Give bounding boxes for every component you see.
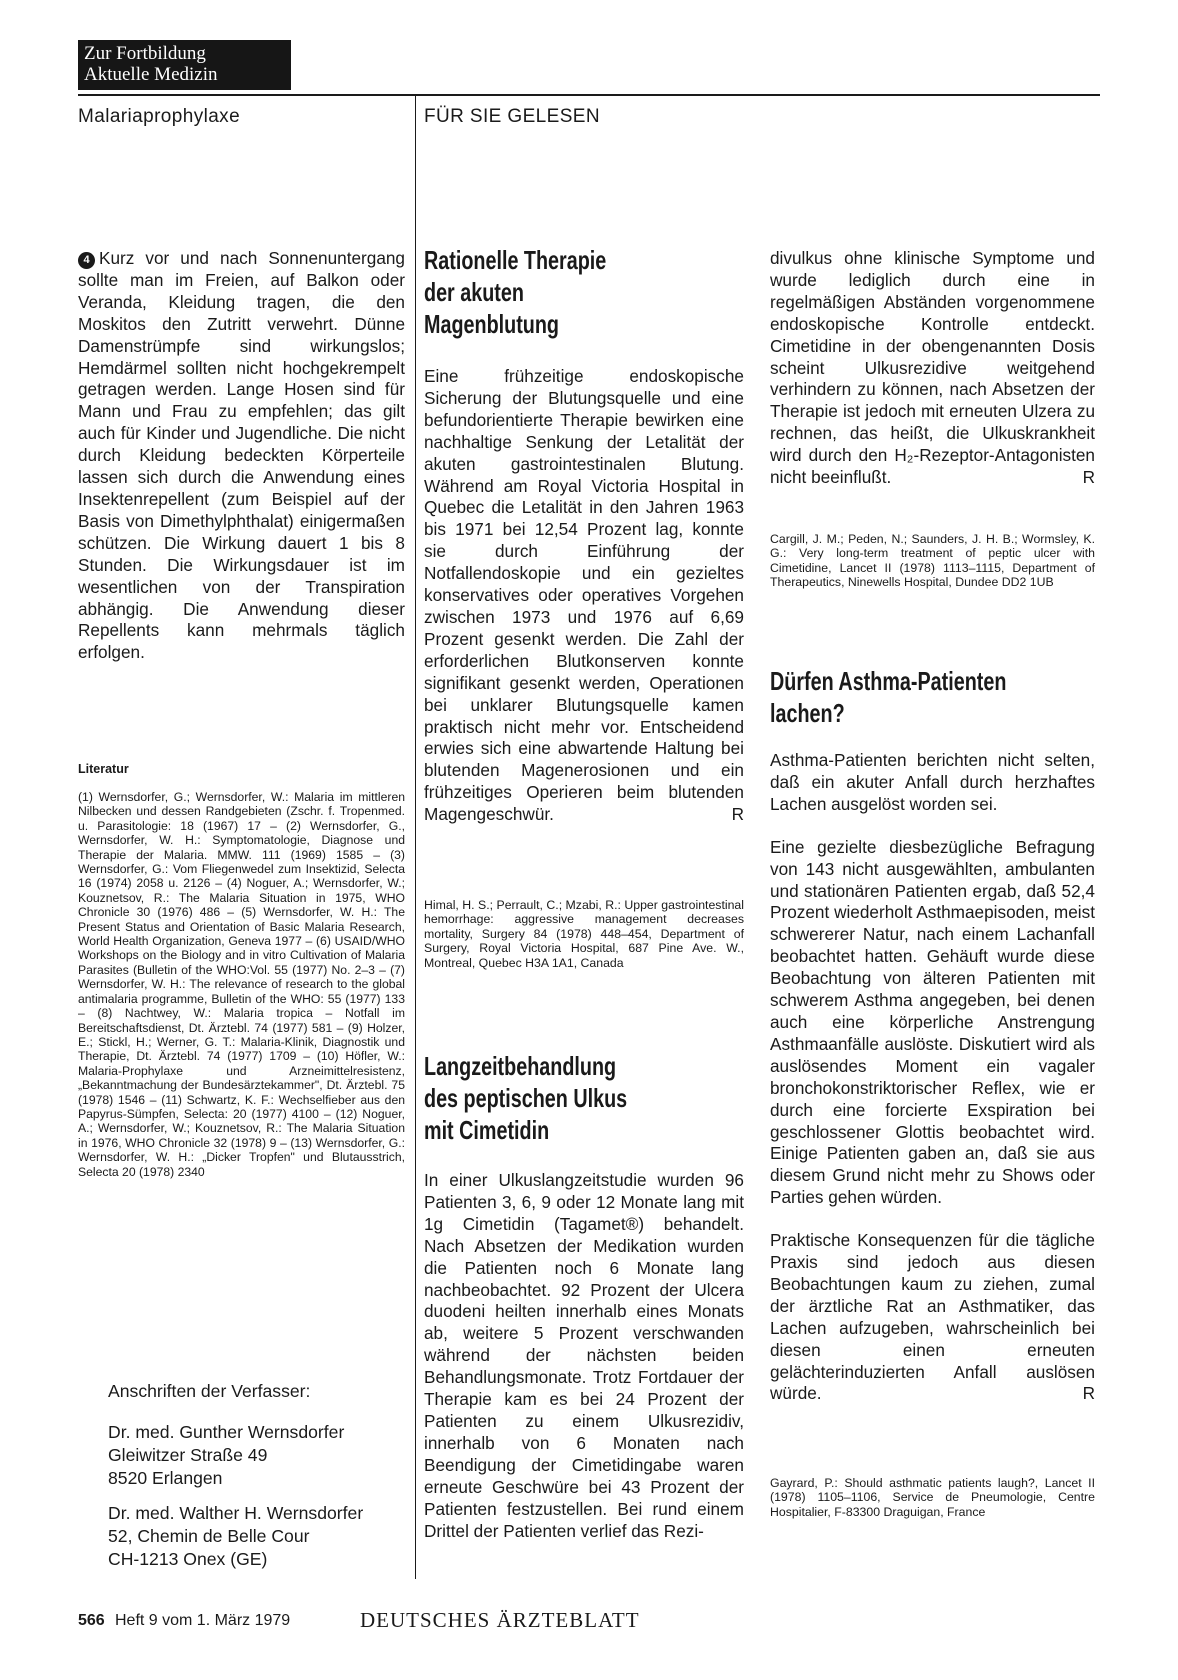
address2-name: Dr. med. Walther H. Wernsdorfer xyxy=(108,1503,364,1523)
article1-signature: R xyxy=(731,804,744,825)
article3-paragraph3-text: Praktische Konsequenzen für die tägliche Praxis sind jedoch aus diesen Beobachtungen kaum zu ziehen, zumal der ärztliche Rat an Asthmatiker, das Lachen aufzugeben, wahrscheinlich bei diesen einen erneuten gelächterinduzierten Anfall auslösen würde. xyxy=(770,1230,1095,1404)
page-number: 566 xyxy=(78,1612,105,1629)
bullet-number-4: 4 xyxy=(78,252,95,269)
article2-title xyxy=(424,1050,627,1146)
article2-body-part2 xyxy=(770,248,1095,489)
article1-reference: Himal, H. S.; Perrault, C.; Mzabi, R.: Upper gastrointestinal hemorrhage: aggressive management decreases mortality, Surgery 84 (1978) 448–454, Department of Surgery, Royal Victoria Hospital, 687 Pine Ave. W., Montreal, Quebec H3A 1A1, Canada xyxy=(424,898,744,970)
address2-street: 52, Chemin de Belle Cour xyxy=(108,1526,310,1546)
article1-body xyxy=(424,366,744,826)
badge-line-2: Aktuelle Medizin xyxy=(84,64,218,85)
column-divider xyxy=(415,94,416,1579)
malaria-text: Kurz vor und nach Sonnenuntergang sollte man im Freien, auf Balkon oder Veranda, Kleidung tragen, die den Moskitos den Zutritt verwehrt. Dünne Damenstrümpfe sind wirkungslos; Hemdärmel sollten nicht hochgekrempelt getragen werden. Lange Hosen sind für Mann und Frau zu empfehlen; das gilt auch für Kinder und Jugendliche. Die nicht durch Kleidung bedeckten Körperteile lassen sich durch die Anwendung eines Insektenrepellent (zum Beispiel auf der Basis von Dimethylphthalat) einigermaßen schützen. Die Wirkung dauert 1 bis 8 Stunden. Die Wirkungsdauer ist im wesentlichen von der Transpiration abhängig. Die Anwendung dieser Repellents kann mehrmals täglich erfolgen. xyxy=(78,248,405,663)
article3-paragraph1: Asthma-Patienten berichten nicht selten, daß ein akuter Anfall durch herzhaftes Lachen ausgelöst worden sei. xyxy=(770,750,1095,814)
article2-reference: Cargill, J. M.; Peden, N.; Saunders, J. H. B.; Wormsley, K. G.: Very long-term treatment of peptic ulcer with Cimetidine, Lancet II (1978) 1113–1115, Department of Therapeutics, Ninewells Hospital, Dundee DD2 1UB xyxy=(770,532,1095,590)
article3-body xyxy=(770,750,1095,1405)
issue-info: Heft 9 vom 1. März 1979 xyxy=(115,1612,291,1629)
header-rule xyxy=(78,94,1100,96)
address1-name: Dr. med. Gunther Wernsdorfer xyxy=(108,1422,345,1442)
address1-street: Gleiwitzer Straße 49 xyxy=(108,1445,268,1465)
right-section-label: FÜR SIE GELESEN xyxy=(424,106,600,127)
article2-body-part1: In einer Ulkuslangzeitstudie wurden 96 Patienten 3, 6, 9 oder 12 Monate lang mit 1g Cimetidin (Tagamet®) behandelt. Nach Absetzen der Medikation wurden die Patienten noch 6 Monate lang nachbeobachtet. 92 Prozent der Ulcera duodeni heilten innerhalb eines Monats ab, weitere 5 Prozent verschwanden während der nächsten beiden Behandlungsmonate. Trotz Fortdauer der Therapie kam es bei 24 Prozent der Patienten zu einem Ulkusrezidiv, innerhalb von 6 Monaten nach Beendigung der Cimetidingabe waren erneute Geschwüre bei 43 Prozent der Patienten festzustellen. Bei rund einem Drittel der Patienten verlief das Rezi- xyxy=(424,1170,744,1541)
section-badge xyxy=(78,40,291,90)
address-heading: Anschriften der Verfasser: xyxy=(108,1381,311,1401)
left-section-label: Malariaprophylaxe xyxy=(78,106,241,127)
article3-title-line1: Dürfen Asthma-Patienten xyxy=(770,666,1007,696)
article3-signature: R xyxy=(1082,1383,1095,1404)
article3-reference: Gayrard, P.: Should asthmatic patients laugh?, Lancet II (1978) 1105–1106, Service de Pneumologie, Centre Hospitalier, F-83300 Draguigan, France xyxy=(770,1476,1095,1519)
literature-title: Literatur xyxy=(78,762,129,776)
malaria-paragraph xyxy=(78,248,405,664)
badge-line-1: Zur Fortbildung xyxy=(84,43,206,64)
article3-title-line2: lachen? xyxy=(770,698,845,728)
literature-list: (1) Wernsdorfer, G.; Wernsdorfer, W.: Malaria im mittleren Nilbecken und dessen Randgebieten (Zschr. f. Tropenmed. u. Parasitologie: 18 (1967) 17 – (2) Wernsdorfer, G., Wernsdorfer, W. H.: Symptomatologie, Diagnose und Therapie der Malaria. MMW. 111 (1969) 1585 – (3) Wernsdorfer, G.: Vom Fliegenwedel zum Insektizid, Selecta 16 (1974) 2058 u. 2126 – (4) Noguer, A.; Wernsdorfer, W.; Kouznetsov, R.: The Malaria Situation in 1975, WHO Chronicle 30 (1976) 486 – (5) Wernsdorfer, W. H.: The Present Status and Orientation of Basic Malaria Research, World Health Organization, Geneva 1977 – (6) USAID/WHO Workshops on the Biology and in vitro Cultivation of Malaria Parasites (Bulletin of the WHO:Vol. 55 (1977) No. 2–3 – (7) Wernsdorfer, W. H.: The relevance of research to the global antimalaria programme, Bulletin of the WHO: 55 (1977) 133 – (8) Nachtwey, W.: Malaria tropica – Notfall im Bereitschaftsdienst, Dt. Ärztebl. 74 (1977) 581 – (9) Holzer, E.; Stickl, H.; Werner, G. T.: Malaria-Klinik, Diagnostik und Therapie, Dt. Ärztebl. 74 (1977) 1709 – (10) Höfler, W.: Malaria-Prophylaxe und Arzneimittelresistenz, „Bekanntmachung der Bundesärztekammer", Dt. Ärztebl. 75 (1978) 1546 – (11) Schwartz, K. F.: Wechselfieber aus den Papyrus-Sümpfen, Selecta: 20 (1977) 4100 – (12) Noguer, A.; Wernsdorfer, W.; Kouznetsov, R.: The Malaria Situation in 1976, WHO Chronicle 32 (1978) 9 – (13) Wernsdorfer, G.: Wernsdorfer, W. H.: „Dicker Tropfen" und Blutausstrich, Selecta 20 (1978) 2340 xyxy=(78,790,405,1179)
article2-signature: R xyxy=(1082,467,1095,488)
article1-title xyxy=(424,244,606,340)
article1-title-line1: Rationelle Therapie xyxy=(424,245,607,275)
article3-paragraph2: Eine gezielte diesbezügliche Befragung von 143 nicht ausgewählten, ambulanten und stationären Patienten ergab, daß 52,4 Prozent wiederholt Asthmaepisoden, meist schwererer Natur, nach einem Lachanfall beobachtet hatten. Gehäuft wurde diese Beobachtung von älteren Patienten mit schwerem Asthma angegeben, bei denen auch eine körperliche Anstrengung Asthmaanfälle auslöste. Diskutiert wird als auslösendes Moment ein vagaler bronchokonstriktorischer Reflex, wie er durch eine forcierte Exspiration bei geschlossener Glottis beobachtet wird. Einige Patienten gaben an, daß sie aus diesem Grund nicht mehr zu Shows oder Parties gehen würden. xyxy=(770,836,1095,1208)
article3-title xyxy=(770,665,1006,729)
article1-title-line3: Magenblutung xyxy=(424,309,560,339)
article2-title-line2: des peptischen Ulkus xyxy=(424,1083,628,1113)
article2-title-line3: mit Cimetidin xyxy=(424,1115,550,1145)
journal-name: DEUTSCHES ÄRZTEBLATT xyxy=(360,1608,640,1632)
address2-city: CH-1213 Onex (GE) xyxy=(108,1549,268,1569)
author-addresses xyxy=(108,1380,408,1571)
article1-title-line2: der akuten xyxy=(424,277,524,307)
article3-paragraph3 xyxy=(770,1230,1095,1405)
address1-city: 8520 Erlangen xyxy=(108,1468,223,1488)
article2-title-line1: Langzeitbehandlung xyxy=(424,1051,617,1081)
article2-text-continued: divulkus ohne klinische Symptome und wurde lediglich durch eine in regelmäßigen Abständen vorgenommene endoskopische Kontrolle entdeckt. Cimetidine in der obengenannten Dosis scheint Ulkusrezidive weitgehend verhindern zu können, nach Absetzen der Therapie ist jedoch mit erneuten Ulzera zu rechnen, das heißt, die Ulkuskrankheit wird durch den H₂-Rezeptor-Antagonisten nicht beeinflußt. xyxy=(770,248,1095,488)
article1-text: Eine frühzeitige endoskopische Sicherung der Blutungsquelle und eine befundorientierte Therapie bewirken eine nachhaltige Senkung der Letalität der akuten gastrointestinalen Blutung. Während am Royal Victoria Hospital in Quebec die Letalität in den Jahren 1963 bis 1971 bei 12,54 Prozent lag, konnte sie durch Einführung der Notfallendoskopie und ein gezieltes konservatives oder operatives Vorgehen zwischen 1973 und 1976 auf 6,69 Prozent gesenkt werden. Die Zahl der erforderlichen Blutkonserven konnte signifikant gesenkt werden, Operationen bei unklarer Blutungsquelle kamen praktisch nicht mehr vor. Entscheidend erwies sich eine abwartende Haltung bei blutenden Magenerosionen und ein frühzeitiges Operieren beim blutenden Magengeschwür. xyxy=(424,366,744,825)
